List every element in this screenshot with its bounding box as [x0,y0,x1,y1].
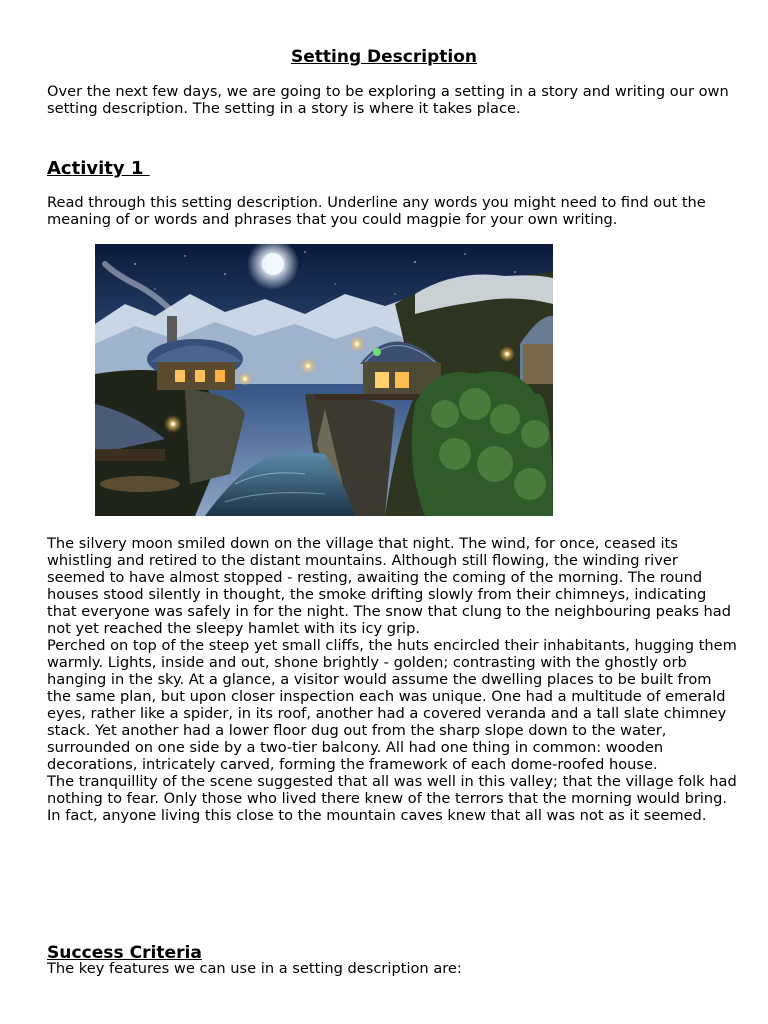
description-paragraph: The tranquillity of the scene suggested that all was well in this valley; that the village folk had nothing to fear. Only those who lived there knew of the terrors that the morning would bring. In fact, anyone living this close to the mountain caves knew that all was not as it seemed. [47,773,737,824]
success-criteria-heading: Success Criteria [47,943,202,963]
description-paragraph: The silvery moon smiled down on the village that night. The wind, for once, ceased its whistling and retired to the distant mountains. Although still flowing, the winding river seemed to have almost stopped - resting, awaiting the coming of the morning. The round houses stood silently in thought, the smoke drifting slowly from their chimneys, indicating that everyone was safely in for the night. The snow that clung to the neighbouring peaks had not yet reached the sleepy hamlet with its icy grip. [47,535,732,637]
page-title: Setting Description [291,47,477,67]
setting-description [47,535,737,824]
success-criteria-text: The key features we can use in a setting description are: [47,960,462,977]
night-village-illustration [95,244,553,516]
activity-heading: Activity 1 [47,158,150,179]
activity-instructions: Read through this setting description. Underline any words you might need to find out the meaning of or words and phrases that you could magpie for your own writing. [47,194,706,228]
intro-paragraph: Over the next few days, we are going to be exploring a setting in a story and writing our own setting description. The setting in a story is where it takes place. [47,83,729,117]
description-paragraph: Perched on top of the steep yet small cliffs, the huts encircled their inhabitants, hugging them warmly. Lights, inside and out, shone brightly - golden; contrasting with the ghostly orb hanging in the sky. At a glance, a visitor would assume the dwelling places to be built from the same plan, but upon closer inspection each was unique. One had a multitude of emerald eyes, rather like a spider, in its roof, another had a covered veranda and a tall slate chimney stack. Yet another had a lower floor dug out from the sharp slope down to the water, surrounded on one side by a two-tier balcony. All had one thing in common: wooden decorations, intricately carved, forming the framework of each dome-roofed house. [47,637,737,773]
